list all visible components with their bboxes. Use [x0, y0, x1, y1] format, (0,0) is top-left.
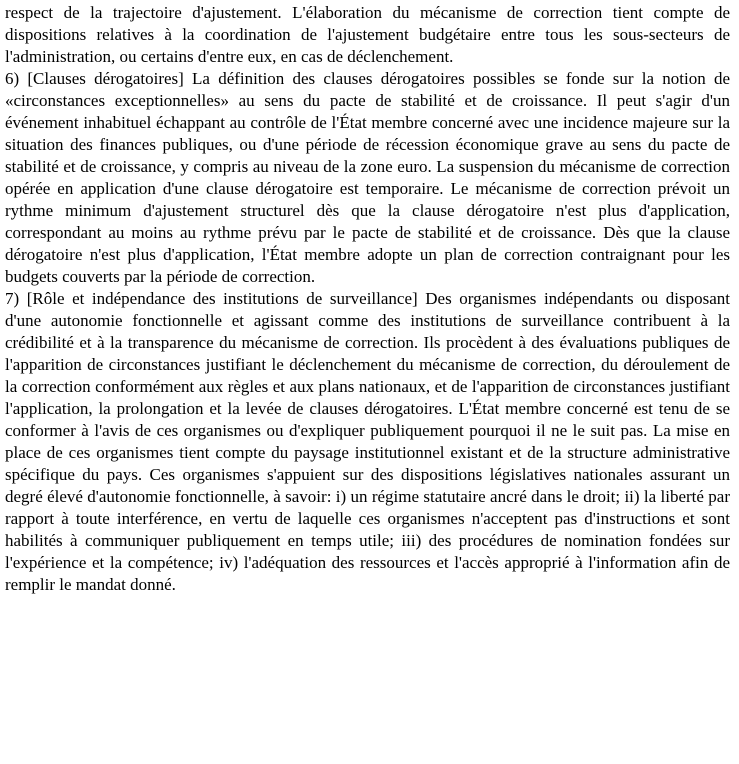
- paragraph-adjustment-trajectory: respect de la trajectoire d'ajustement. L'élaboration du mécanisme de correction tient compte de dispositions relatives à la coordination de l'ajustement budgétaire entre tous les sous-secteurs de l'administration, ou certains d'entre eux, en cas de déclenchement.: [5, 3, 730, 66]
- paragraph-clauses-derogatoires: 6) [Clauses dérogatoires] La définition des clauses dérogatoires possibles se fonde sur la notion de «circonstances exceptionnelles» au sens du pacte de stabilité et de croissance. Il peut s'agir d'un événement inhabituel échappant au contrôle de l'État membre concerné avec une incidence majeure sur la situation des finances publiques, ou d'une période de récession économique grave au sens du pacte de stabilité et de croissance, y compris au niveau de la zone euro. La suspension du mécanisme de correction opérée en application d'une clause dérogatoire est temporaire. Le mécanisme de correction prévoit un rythme minimum d'ajustement structurel dès que la clause dérogatoire n'est plus d'application, correspondant au moins au rythme prévu par le pacte de stabilité et de croissance. Dès que la clause dérogatoire n'est plus d'application, l'État membre adopte un plan de correction contraignant pour les budgets couverts par la période de correction.: [5, 69, 730, 286]
- paragraph-role-independance-institutions: 7) [Rôle et indépendance des institutions de surveillance] Des organismes indépendants ou disposant d'une autonomie fonctionnelle et agissant comme des institutions de surveillance contribuent à la crédibilité et à la transparence du mécanisme de correction. Ils procèdent à des évaluations publiques de l'apparition de circonstances justifiant le déclenchement du mécanisme de correction, du déroulement de la correction conformément aux règles et aux plans nationaux, et de l'apparition de circonstances justifiant l'application, la prolongation et la levée de clauses dérogatoires. L'État membre concerné est tenu de se conformer à l'avis de ces organismes ou d'expliquer publiquement pourquoi il ne le suit pas. La mise en place de ces organismes tient compte du paysage institutionnel existant et de la structure administrative spécifique du pays. Ces organismes s'appuient sur des dispositions législatives nationales assurant un degré élevé d'autonomie fonctionnelle, à savoir: i) un régime statutaire ancré dans le droit; ii) la liberté par rapport à toute interférence, en vertu de laquelle ces organismes n'acceptent pas d'instructions et sont habilités à communiquer publiquement en temps utile; iii) des procédures de nomination fondées sur l'expérience et la compétence; iv) l'adéquation des ressources et l'accès approprié à l'information afin de remplir le mandat donné.: [5, 289, 730, 594]
